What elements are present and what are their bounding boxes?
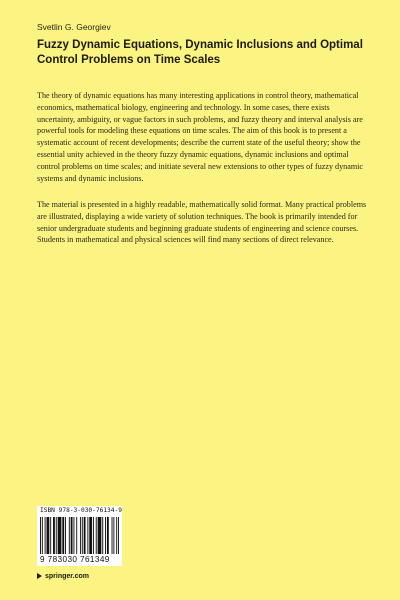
description-paragraph-2: The material is presented in a highly readable, mathematically solid format. Many practical problems are illustrated, displaying a wide variety of solution techniques. The book is primarily intended for senior undergraduate students and beginning graduate students of engineering and science courses. Students in mathematical and physical sciences will find many sections of direct relevance. [37, 200, 367, 245]
barcode-stripe [50, 517, 51, 554]
isbn-barcode [37, 506, 122, 566]
barcode-stripe [107, 517, 109, 554]
barcode-bars [40, 517, 119, 554]
barcode-stripe [118, 517, 119, 554]
barcode-stripe [45, 517, 46, 554]
barcode-stripe [82, 517, 83, 554]
barcode-stripe [84, 517, 86, 554]
description-paragraph-1: The theory of dynamic equations has many interesting applications in control theory, mathematical economics, mathematical biology, engineering and technology. In some cases, there exists uncertainty, ambiguity, or vague factors in such problems, and fuzzy theory and interval analysis are powerful tools for modeling these equations on time scales. The aim of this book is to present a systematic account of recent developments; describe the current state of the useful theory; show the essential unity achieved in the theory fuzzy dynamic equations, dynamic inclusions and optimal control problems on time scales; and initiate several new extensions to other types of fuzzy dynamic systems and dynamic inclusions. [37, 91, 364, 183]
publisher-url: springer.com [45, 573, 89, 580]
barcode-stripe [112, 517, 113, 554]
barcode-stripe [69, 517, 70, 554]
barcode-stripe [62, 517, 64, 554]
barcode-stripe [65, 517, 66, 554]
barcode-stripe [102, 517, 103, 554]
barcode-stripe [105, 517, 106, 554]
barcode-stripe [87, 517, 88, 554]
barcode-stripe [89, 517, 92, 554]
publisher-link[interactable] [37, 573, 89, 580]
barcode-stripe [71, 517, 73, 554]
barcode-stripe [53, 517, 55, 554]
barcode-stripe [80, 517, 81, 554]
barcode-stripe [113, 517, 114, 554]
barcode-stripe [73, 517, 74, 554]
barcode-digits: 9 783030 761349 [40, 555, 110, 564]
arrow-right-icon [37, 573, 42, 579]
author-name: Svetlin G. Georgiev [37, 22, 111, 32]
barcode-stripe [40, 517, 41, 554]
barcode-stripe [58, 517, 62, 554]
isbn-label: ISBN 978-3-030-76134-9 [40, 507, 122, 514]
barcode-stripe [56, 517, 57, 554]
barcode-stripe [96, 517, 97, 554]
barcode-stripe [93, 517, 94, 554]
barcode-stripe [116, 517, 117, 554]
barcode-stripe [98, 517, 102, 554]
book-title: Fuzzy Dynamic Equations, Dynamic Inclusions and Optimal Control Problems on Time Scales [37, 39, 363, 66]
barcode-stripe [76, 517, 77, 554]
barcode-stripe [42, 517, 43, 554]
barcode-stripe [47, 517, 50, 554]
